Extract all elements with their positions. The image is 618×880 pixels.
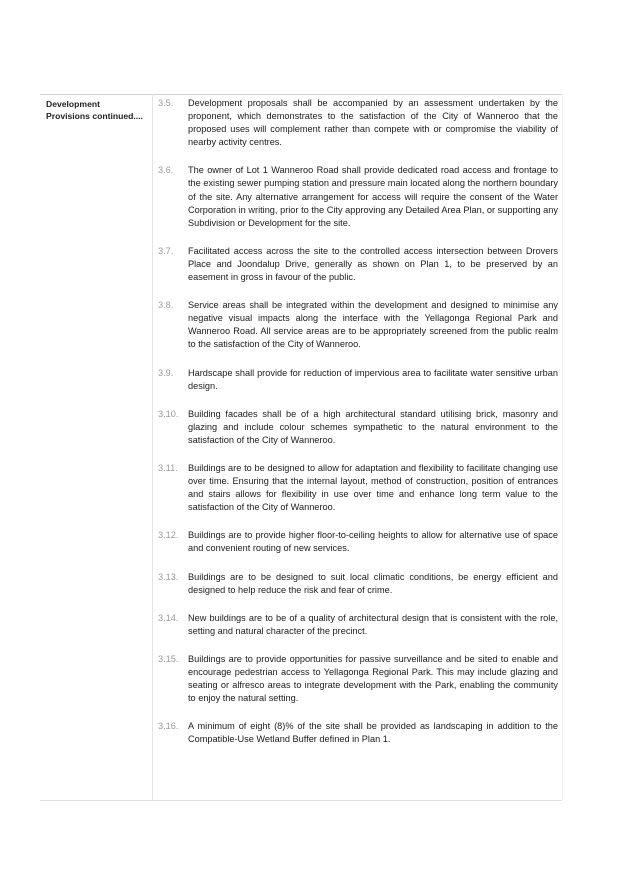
section-label xyxy=(46,98,150,122)
clause-text: Building facades shall be of a high architectural standard utilising brick, masonry and glazing and include colour schemes sympathetic to the natural environment to the satisfaction of the City of Wanneroo. xyxy=(188,408,558,445)
clause-text: Service areas shall be integrated within the development and designed to minimise any negative visual impacts along the interface with the Yellagonga Regional Park and Wanneroo Road. All service areas are to be appropriately screened from the public realm to the satisfaction of the City of Wanneroo. xyxy=(188,300,558,350)
clause-number: 3.5. xyxy=(158,98,174,108)
clause-item xyxy=(158,299,558,351)
bottom-rule xyxy=(40,800,562,801)
clause-text: The owner of Lot 1 Wanneroo Road shall provide dedicated road access and frontage to the existing sewer pumping station and pressure main located along the northern boundary of the site. Any alternative arrangement for access will require the consent of the Water Corporation in writing, prior to the City approving any Detailed Area Plan, or supporting any Subdivision or Development for the site. xyxy=(188,165,558,228)
clause-text: Buildings are to be designed to suit local climatic conditions, be energy efficient and designed to help reduce the risk and fear of crime. xyxy=(188,571,558,595)
clause-item xyxy=(158,612,558,638)
top-rule xyxy=(40,94,562,95)
clause-list xyxy=(158,97,558,761)
clause-text: Buildings are to be designed to allow for adaptation and flexibility to facilitate changing use over time. Ensuring that the internal layout, method of construction, position of entrances and stairs allows for flexibility in use over time and enhance long term value to the satisfaction of the City of Wanneroo. xyxy=(188,462,558,513)
clause-text: Facilitated access across the site to the controlled access intersection between Drovers Place and Joondalup Drive, generally as shown on Plan 1, to be preserved by an easement in gross in favour of the public. xyxy=(188,245,558,283)
clause-text: Development proposals shall be accompanied by an assessment undertaken by the proponent, which demonstrates to the satisfaction of the City of Wanneroo that the proposed uses will complement rather than compete with or compromise the viability of nearby activity centres. xyxy=(188,98,558,148)
clause-number: 3.6. xyxy=(158,165,174,176)
clause-number: 3.14. xyxy=(158,612,179,623)
clause-text: Hardscape shall provide for reduction of impervious area to facilitate water sensitive urban design. xyxy=(188,367,558,391)
clause-number: 3.16. xyxy=(158,721,179,732)
clause-number: 3.12. xyxy=(158,530,179,541)
clause-item xyxy=(158,462,558,514)
clause-number: 3.8. xyxy=(158,300,174,311)
clause-item xyxy=(158,367,558,393)
clause-number: 3.10. xyxy=(158,408,179,419)
section-label-line1: Development xyxy=(46,99,100,109)
clause-item xyxy=(158,720,558,746)
clause-item xyxy=(158,653,558,705)
right-border xyxy=(562,94,563,800)
clause-item xyxy=(158,571,558,597)
clause-number: 3.7. xyxy=(158,245,174,256)
clause-item xyxy=(158,529,558,555)
clause-text: Buildings are to provide higher floor-to-ceiling heights to allow for alternative use of space and convenient routing of new services. xyxy=(188,530,558,554)
clause-number: 3.13. xyxy=(158,571,179,582)
clause-number: 3.9. xyxy=(158,367,174,378)
column-divider xyxy=(152,94,153,800)
clause-item xyxy=(158,164,558,229)
clause-text: A minimum of eight (8)% of the site shall be provided as landscaping in addition to the Compatible-Use Wetland Buffer defined in Plan 1. xyxy=(188,721,558,745)
clause-text: New buildings are to be of a quality of architectural design that is consistent with the role, setting and natural character of the precinct. xyxy=(188,612,558,636)
clause-item xyxy=(158,245,558,284)
section-label-line2: Provisions continued.... xyxy=(46,111,143,121)
clause-number: 3.11. xyxy=(158,462,178,473)
clause-item xyxy=(158,408,558,447)
clause-item xyxy=(158,97,558,149)
clause-number: 3.15. xyxy=(158,653,179,664)
clause-text: Buildings are to provide opportunities for passive surveillance and be sited to enable and encourage pedestrian access to Yellagonga Regional Park. This may include glazing and seating or alfresco areas to integrate development with the Park, enabling the community to enjoy the natural setting. xyxy=(188,653,558,704)
